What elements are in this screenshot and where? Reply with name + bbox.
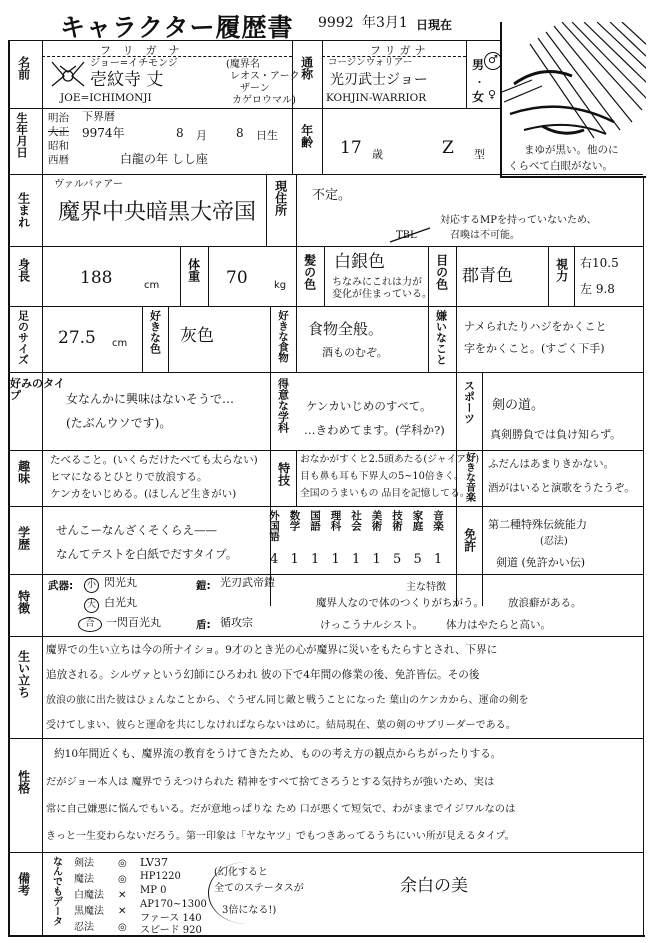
date-suffix: 日現在 [416, 18, 453, 32]
name-kanji: 壱紋寺 丈 [90, 70, 164, 90]
vision-left: 左 9.8 [580, 282, 615, 296]
weight-unit: kg [274, 280, 287, 291]
col-line [42, 852, 43, 937]
grade-subject: 国語 [309, 510, 322, 531]
height-label: 身長 [16, 258, 31, 282]
portrait-caption-1: まゆが黒い。他のに [524, 144, 619, 156]
emblem-icon [48, 58, 88, 90]
sports-value-1: 剣の道。 [492, 398, 545, 413]
grade-subject: 社会 [350, 510, 363, 531]
grade-subject: 家庭 [411, 510, 424, 531]
background-line-2: 追放される。シルヴァという幻師にひろわれ 彼の下で4年間の修業の後、免許皆伝。その後 [46, 669, 480, 681]
sports-value-2: 真剣勝負では負け知らず。 [490, 428, 622, 441]
name-furigana-label: フリガナ [100, 44, 192, 57]
weapon-3: 一閃百光丸 [106, 616, 161, 629]
background-line-3: 放浪の旅に出た彼はひょんなことから、ぐうぜん同じ敵と戦うことになった 葉山のケンカから、運命の剣を [46, 695, 529, 706]
grade-score: 1 [311, 552, 320, 567]
skill-label: 特技 [276, 462, 291, 486]
hair-value: 白銀色 [334, 252, 385, 272]
current-note-2: 召喚は不可能。 [450, 230, 520, 241]
personality-line-3: 常に自己嫌悪に悩んでもいる。だが意地っぱりな ため 口が悪くて短気で、わがままでイジワルなのは [46, 803, 516, 815]
weapon-label: 武器: [48, 580, 74, 592]
grade-score: 5 [413, 552, 422, 567]
name-roman: JOE=ICHIMONJI [60, 92, 152, 104]
dislike-value-1: ナメられたりハジをかくこと [464, 320, 607, 333]
grade-score: 1 [372, 552, 381, 567]
grade-score: 1 [434, 552, 443, 567]
col-line [574, 246, 575, 306]
dislike-value-2: 字をかくこと。(すごく下手) [464, 342, 605, 355]
remark-mark: ◎ [118, 858, 127, 869]
grade-subject: 外国語 [268, 510, 281, 542]
background-line-4: 受けてしまい、彼らと運命を共にしなければならないはめに。結局現在、葉の剣のサブリーダーである。 [46, 720, 516, 731]
stat-note-3: 3倍になる!) [222, 905, 277, 916]
col-line [270, 306, 271, 372]
hobby-value-2: ヒマになるとひとりで放浪する。 [50, 471, 208, 483]
food-value-2: 酒ものむぞ。 [322, 346, 388, 359]
personality-line-4: きっと一生変わらないだろう。第一印象は「ヤなヤツ」でもつきあってるうちにいい所が見えるタイプ。 [46, 831, 515, 842]
strike-icon [388, 226, 432, 244]
grade-score: 1 [352, 552, 361, 567]
weapon-1-mark: 小 [84, 578, 99, 593]
birth-year: 9974年 [82, 126, 125, 140]
stat-1: HP1220 [140, 871, 181, 882]
remarks-side-label: なんでもデータ [50, 856, 62, 926]
birth-era-3: 西暦 [48, 154, 69, 166]
background-line-1: 魔界での生い立ちは今の所ナイショ。9才のとき光の心が魔界に災いをもたらすとされ、下界に [46, 644, 498, 656]
col-line [168, 306, 169, 372]
col-line [292, 40, 293, 174]
row-line [8, 636, 643, 637]
remark-key: 白魔法 [74, 890, 104, 901]
eye-label: 目の色 [434, 254, 449, 290]
current-tbl: TBL [396, 230, 417, 241]
sex-female-symbol: ♀ [488, 88, 497, 101]
row-line [8, 174, 643, 175]
stat-4: ファース 140 [140, 913, 202, 924]
license-value-1: 第二種特殊伝統能力 [488, 518, 587, 531]
main-trait-1: 魔界人なので体のつくりがちがう。 [316, 597, 484, 609]
remarks-label: 備考 [16, 872, 31, 896]
music-value-2: 酒がはいると演歌をうたうぞ。 [488, 482, 635, 494]
shield-label: 盾: [196, 619, 211, 631]
name-label: 名前 [16, 56, 31, 80]
birth-era-2: 昭和 [48, 140, 69, 152]
vision-right: 右10.5 [580, 256, 619, 270]
row-line [8, 372, 643, 373]
height-value: 188 [80, 268, 113, 288]
col-line [482, 372, 483, 606]
main-trait-3: けっこうナルシスト。 [320, 619, 423, 631]
type-value-2: (たぶんウソです)。 [66, 416, 172, 430]
foot-label: 足のサイズ [16, 310, 30, 365]
grade-subject: 音楽 [432, 510, 445, 531]
born-label: 生まれ [16, 192, 31, 228]
hobby-value-1: たべること。(いくらだけたべても太らない) [50, 454, 258, 466]
remark-mark: ✕ [118, 906, 127, 917]
license-label: 免許 [462, 528, 477, 552]
furigana-divider [42, 56, 292, 57]
row-line [8, 506, 643, 507]
stat-5: スピード 920 [140, 925, 202, 936]
birth-era-0: 明治 [48, 112, 69, 124]
portrait-caption-2: くらべて白眼がない。 [508, 160, 613, 172]
sex-female-label: 女 [472, 90, 485, 104]
personality-label: 性格 [16, 770, 31, 794]
main-trait-4: 体力はやたらと高い。 [446, 619, 551, 631]
subject-value-1: ケンカいじめのすべて。 [306, 399, 432, 413]
weight-label: 体重 [186, 258, 201, 282]
birth-era-1: 大正 [48, 126, 69, 138]
col-line [548, 246, 549, 306]
color-label: 好きな色 [148, 310, 162, 354]
license-value-3: 剣道 (免許かい伝) [496, 556, 586, 569]
subject-label: 得意な学科 [276, 378, 290, 433]
weight-value: 70 [226, 268, 248, 288]
subject-value-2: …きわめてます。(学科か?) [304, 423, 445, 437]
remark-mark: ◎ [118, 874, 127, 885]
form-title: キャラクター履歴書 [60, 13, 294, 42]
grade-score: 1 [290, 552, 299, 567]
col-line [466, 40, 467, 108]
hair-label: 髪の色 [302, 254, 317, 290]
education-label: 学歴 [16, 526, 31, 550]
remark-key: 黒魔法 [74, 906, 104, 917]
background-label: 生い立ち [16, 650, 31, 698]
birth-month-unit: 月 [196, 129, 207, 142]
row-line [8, 738, 643, 739]
remark-mark: ◎ [118, 922, 127, 933]
col-line [456, 246, 457, 306]
weapon-2-mark: 大 [84, 598, 99, 613]
music-value-1: ふだんはあまりきかない。 [488, 458, 614, 470]
skill-value-3: 全国のうまいもの 品目を記憶してる。 [300, 488, 470, 499]
born-furigana: ヴァルバァアー [54, 179, 123, 190]
vision-label: 視力 [554, 258, 569, 282]
age-unit: 歳 [372, 148, 383, 161]
col-line [322, 40, 323, 174]
date-month: 年3月1 [362, 15, 408, 31]
sports-label: スポーツ [462, 380, 476, 424]
main-traits-label: 主な特徴 [406, 582, 446, 593]
alias-roman: KOHJIN-WARRIOR [326, 92, 427, 104]
current-label: 現住所 [273, 180, 288, 216]
born-place: 魔界中央暗黒大帝国 [58, 200, 257, 225]
col-line [296, 246, 297, 306]
eye-value: 郡青色 [462, 266, 513, 286]
birth-day-unit: 日生 [256, 129, 278, 142]
stat-2: MP 0 [140, 885, 167, 896]
personality-line-1: 約10年間近くも、魔界流の教育をうけてきたため、ものの考え方の観点からちがったりする。 [54, 748, 502, 760]
col-line [142, 306, 143, 372]
row-line [8, 574, 643, 575]
traits-label: 特徴 [16, 590, 31, 614]
col-line [270, 372, 271, 606]
row-line [8, 450, 643, 451]
frame-right-line [643, 176, 644, 937]
current-value: 不定。 [312, 188, 352, 203]
color-value: 灰色 [180, 326, 214, 346]
armor-value: 光刃武帝鎧 [220, 576, 275, 589]
license-value-2: (忍法) [540, 536, 568, 547]
col-line [266, 174, 267, 246]
sex-male-symbol: ♂ [488, 53, 498, 66]
shield-value: 循攻宗 [220, 616, 253, 629]
grade-score: 4 [270, 552, 279, 567]
height-unit: cm [144, 280, 160, 291]
dislike-label: 嫌いなこと [434, 310, 448, 365]
hair-note-2: 変化が住まっている。 [332, 289, 432, 300]
col-line [296, 306, 297, 372]
row-line [8, 108, 500, 109]
remark-mark: ✕ [118, 890, 127, 901]
remark-key: 剣法 [74, 858, 94, 869]
name-note-label: (魔界名 [226, 59, 260, 70]
frame-top-line [8, 40, 502, 41]
col-line [456, 306, 457, 372]
alias-furigana: コージンウォリアー [328, 57, 413, 68]
weapon-2: 白光丸 [104, 596, 137, 609]
stat-note-1: (幻化すると [214, 867, 268, 878]
name-note-2: ザーン [240, 83, 270, 94]
blood-unit: 型 [474, 148, 485, 161]
age-value: 17 [340, 138, 362, 158]
stat-0: LV37 [140, 856, 168, 869]
birth-day: 8 [236, 126, 244, 140]
birth-label: 生年月日 [15, 112, 30, 158]
food-value-1: 食物全般。 [308, 320, 384, 338]
birth-zodiac: 白龍の年 しし座 [120, 152, 208, 166]
name-furigana: ジョー=イチモンジ [90, 58, 178, 69]
foot-value: 27.5 [58, 328, 96, 348]
col-line [180, 246, 181, 306]
hair-note-1: ちなみにこれは力が [332, 277, 422, 288]
name-note-1: レオス・アーク [230, 71, 300, 82]
sex-dot: ・ [474, 76, 485, 89]
personality-line-2: だがジョー本人は 魔界でうえつけられた 精神をすべて捨てさろうとする気持ちが強いため、実は [46, 776, 495, 788]
music-label: 好きな音楽 [463, 452, 475, 502]
grade-score: 1 [331, 552, 340, 567]
education-value-2: なんてテストを白紙でだすタイプ。 [56, 547, 238, 561]
row-line [8, 852, 643, 853]
alias-furigana-label: フリガナ [370, 44, 430, 57]
education-value-1: せんこーなんざくそくらえ—— [56, 523, 217, 537]
birth-era-note: 下界暦 [82, 110, 115, 123]
remark-key: 魔法 [74, 874, 94, 885]
food-label: 好きな食物 [277, 310, 290, 363]
grade-score: 5 [393, 552, 402, 567]
blank-label: 余白の美 [400, 876, 468, 896]
weapon-3-mark: 合 [78, 617, 102, 632]
armor-label: 鎧: [196, 580, 211, 592]
age-label: 年齢 [299, 124, 314, 148]
col-line [324, 246, 325, 306]
sex-male-label: 男 [472, 58, 485, 72]
main-trait-2: 放浪癖がある。 [508, 597, 582, 609]
col-line [296, 450, 297, 506]
skill-value-1: おなかがすくと2.5頭あたる(ジャイアン) [300, 454, 480, 465]
hobby-label: 趣味 [16, 460, 31, 484]
name-note-3: カゲロウマル) [232, 95, 296, 106]
stat-note-2: 全てのステータスが [214, 883, 304, 894]
grade-subject: 技術 [391, 510, 404, 531]
col-line [208, 246, 209, 306]
stat-3: AP170~1300 [140, 899, 207, 910]
birth-month: 8 [176, 126, 184, 140]
alias-label: 通称 [299, 56, 314, 80]
grade-subject: 数学 [288, 510, 301, 531]
col-line [42, 40, 43, 852]
current-note-1: 対応するMPを持っていないため、 [440, 215, 597, 226]
col-line [428, 306, 429, 372]
grade-subject: 美術 [370, 510, 383, 531]
col-line [296, 174, 297, 246]
row-line [8, 306, 643, 307]
foot-unit: cm [112, 338, 128, 349]
blood-value: Z [442, 138, 454, 158]
type-label: 好みのタイプ [10, 377, 65, 403]
skill-value-2: 目も鼻も耳も下界人の5~10倍きく。 [300, 471, 464, 482]
alias-name: 光刃武士ジョー [330, 72, 428, 88]
hobby-value-3: ケンカをいじめる。(ほしんど生きがい) [50, 488, 237, 500]
remark-key: 忍法 [74, 922, 94, 933]
date-year: 9992 [318, 15, 354, 31]
type-value-1: 女なんかに興味はないそうで… [66, 392, 235, 406]
weapon-1: 閃光丸 [104, 576, 137, 589]
grade-subject: 理科 [329, 510, 342, 531]
